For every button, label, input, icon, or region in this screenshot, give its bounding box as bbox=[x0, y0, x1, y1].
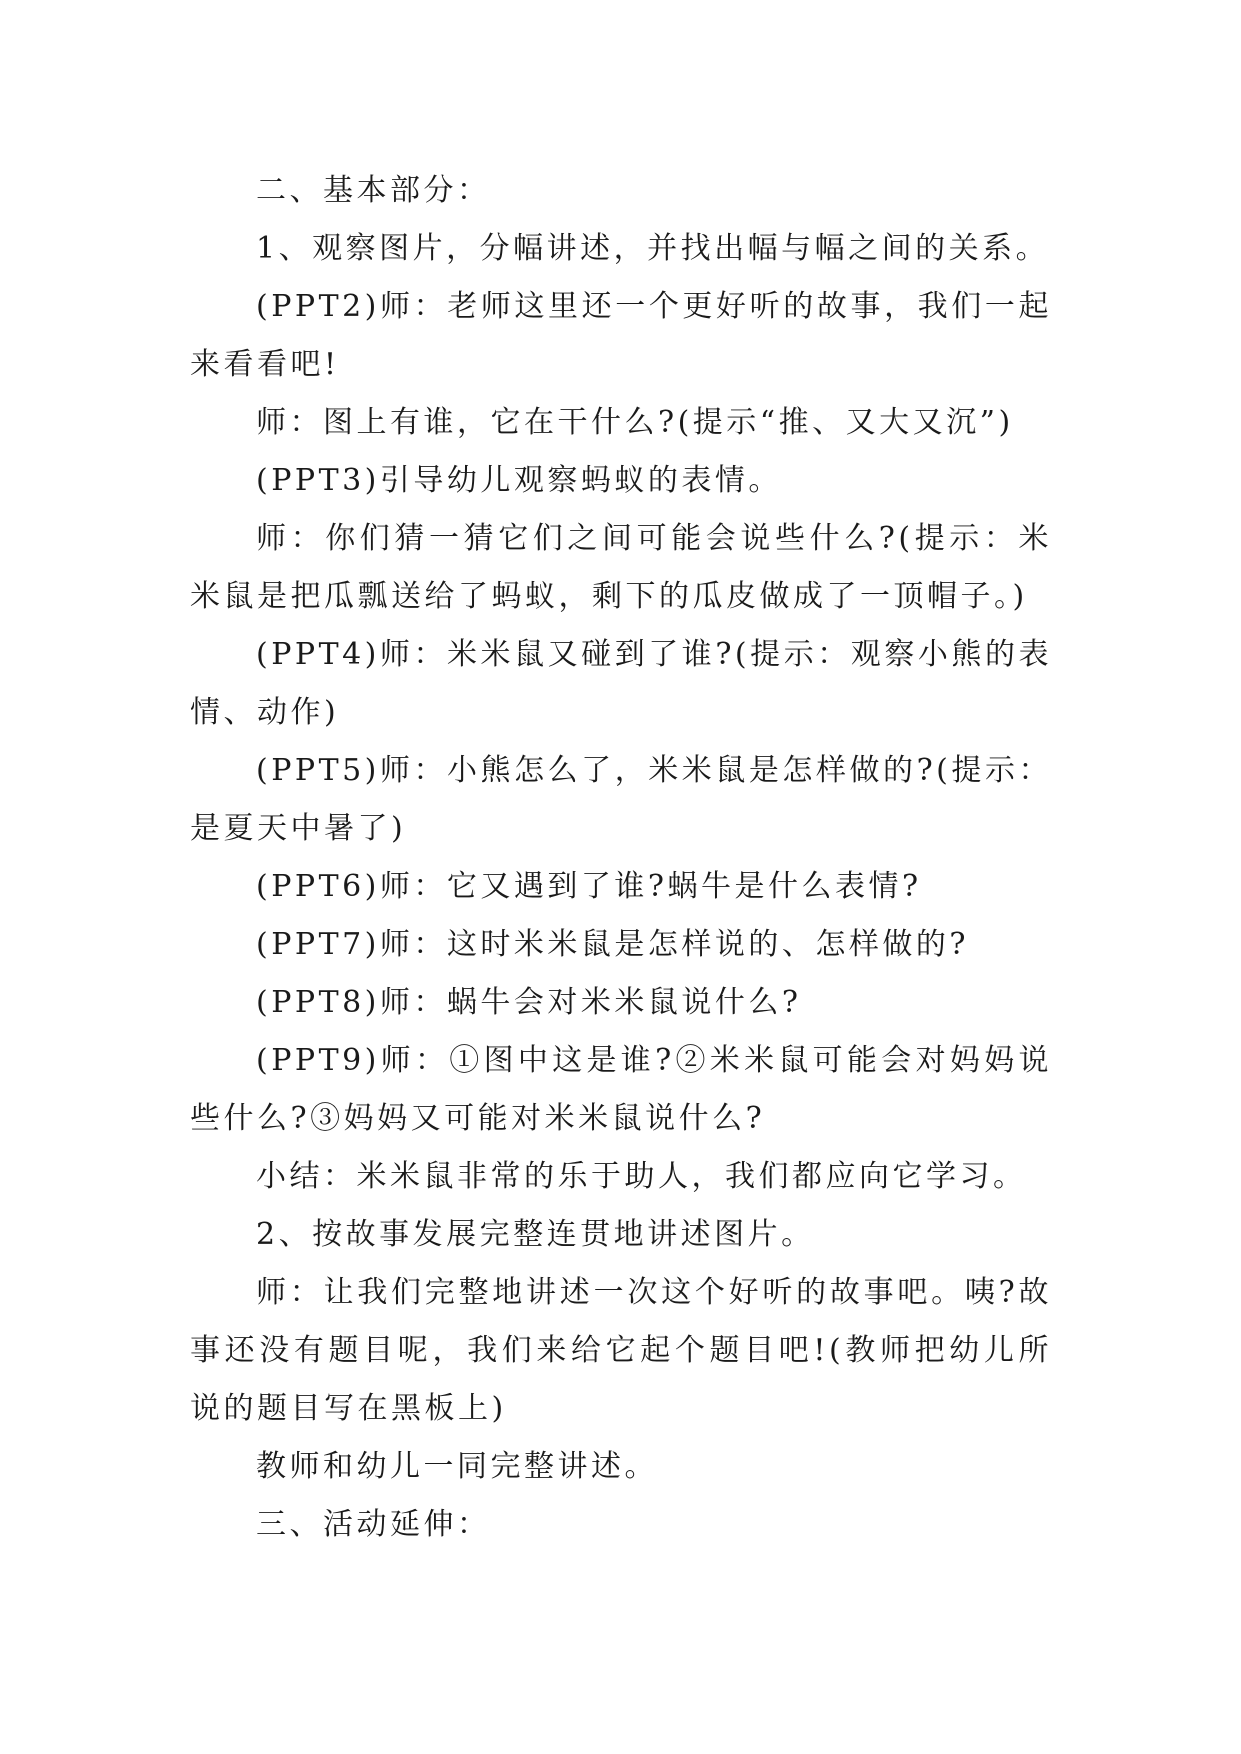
paragraph-full-story: 师：让我们完整地讲述一次这个好听的故事吧。咦?故事还没有题目呢，我们来给它起个题目吧!(教师把幼儿所说的题目写在黑板上) bbox=[190, 1275, 1052, 1426]
paragraph-retell: 教师和幼儿一同完整讲述。 bbox=[256, 1449, 658, 1484]
paragraph-ppt9: (PPT9)师：①图中这是谁?②米米鼠可能会对妈妈说些什么?③妈妈又可能对米米鼠说什么? bbox=[190, 1043, 1052, 1136]
paragraph-ppt5: (PPT5)师：小熊怎么了，米米鼠是怎样做的?(提示：是夏天中暑了) bbox=[190, 753, 1052, 846]
paragraph-ppt2: (PPT2)师：老师这里还一个更好听的故事，我们一起来看看吧! bbox=[190, 289, 1052, 382]
paragraph-ppt4: (PPT4)师：米米鼠又碰到了谁?(提示：观察小熊的表情、动作) bbox=[190, 637, 1052, 730]
section-heading-extension: 三、活动延伸： bbox=[256, 1507, 491, 1542]
paragraph-step-1: 1、观察图片，分幅讲述，并找出幅与幅之间的关系。 bbox=[256, 231, 1050, 266]
document-body bbox=[190, 162, 1052, 1554]
paragraph-question-who: 师：图上有谁，它在干什么?(提示“推、又大又沉”) bbox=[256, 405, 1014, 440]
section-heading-basic: 二、基本部分： bbox=[256, 173, 491, 208]
paragraph-ppt7: (PPT7)师：这时米米鼠是怎样说的、怎样做的? bbox=[256, 927, 969, 962]
paragraph-summary: 小结：米米鼠非常的乐于助人，我们都应向它学习。 bbox=[256, 1159, 1027, 1194]
paragraph-guess: 师：你们猜一猜它们之间可能会说些什么?(提示：米米鼠是把瓜瓢送给了蚂蚁，剩下的瓜皮做成了一顶帽子。) bbox=[190, 521, 1052, 614]
paragraph-ppt6: (PPT6)师：它又遇到了谁?蜗牛是什么表情? bbox=[256, 869, 922, 904]
paragraph-ppt8: (PPT8)师：蜗牛会对米米鼠说什么? bbox=[256, 985, 802, 1020]
paragraph-step-2: 2、按故事发展完整连贯地讲述图片。 bbox=[256, 1217, 815, 1252]
paragraph-ppt3: (PPT3)引导幼儿观察蚂蚁的表情。 bbox=[256, 463, 782, 498]
